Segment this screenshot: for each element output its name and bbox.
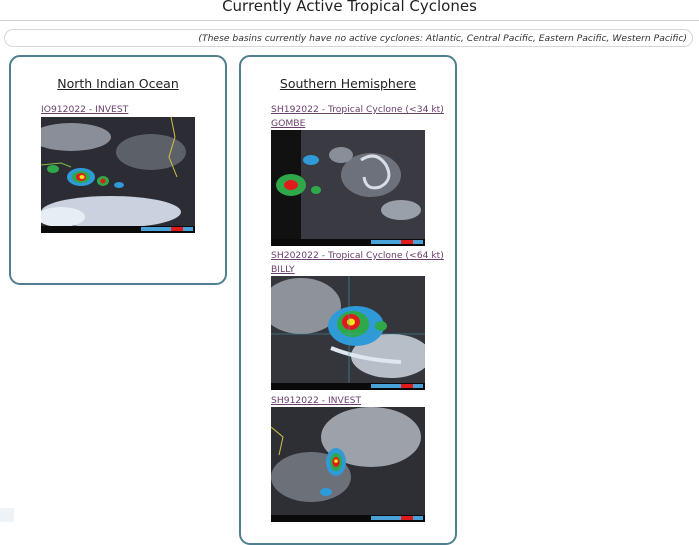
title-divider bbox=[0, 20, 699, 21]
panel-southern-hemisphere bbox=[239, 55, 457, 545]
storm-link-io912022[interactable]: IO912022 - INVEST bbox=[41, 104, 129, 115]
storm-name-billy[interactable]: BILLY bbox=[271, 264, 295, 275]
satellite-image-io912022[interactable] bbox=[41, 117, 195, 233]
storm-link-sh192022[interactable]: SH192022 - Tropical Cyclone (<34 kt) bbox=[271, 104, 444, 115]
page-title: Currently Active Tropical Cyclones bbox=[222, 0, 477, 15]
storm-name-gombe[interactable]: GOMBE bbox=[271, 118, 306, 129]
corner-widget bbox=[0, 508, 14, 522]
satellite-image-sh912022[interactable] bbox=[271, 407, 425, 522]
satellite-image-sh202022[interactable] bbox=[271, 276, 425, 390]
storm-link-sh912022[interactable]: SH912022 - INVEST bbox=[271, 395, 362, 406]
panel-title: North Indian Ocean bbox=[57, 76, 179, 91]
panel-north-indian-ocean bbox=[9, 55, 227, 285]
panel-title: Southern Hemisphere bbox=[279, 76, 417, 91]
storm-link-sh202022[interactable]: SH202022 - Tropical Cyclone (<64 kt) bbox=[271, 250, 444, 261]
inactive-basins-note: (These basins currently have no active cyclones: Atlantic, Central Pacific, Eastern Pacific, Western Pacific) bbox=[4, 29, 693, 47]
satellite-image-sh192022[interactable] bbox=[271, 130, 425, 246]
